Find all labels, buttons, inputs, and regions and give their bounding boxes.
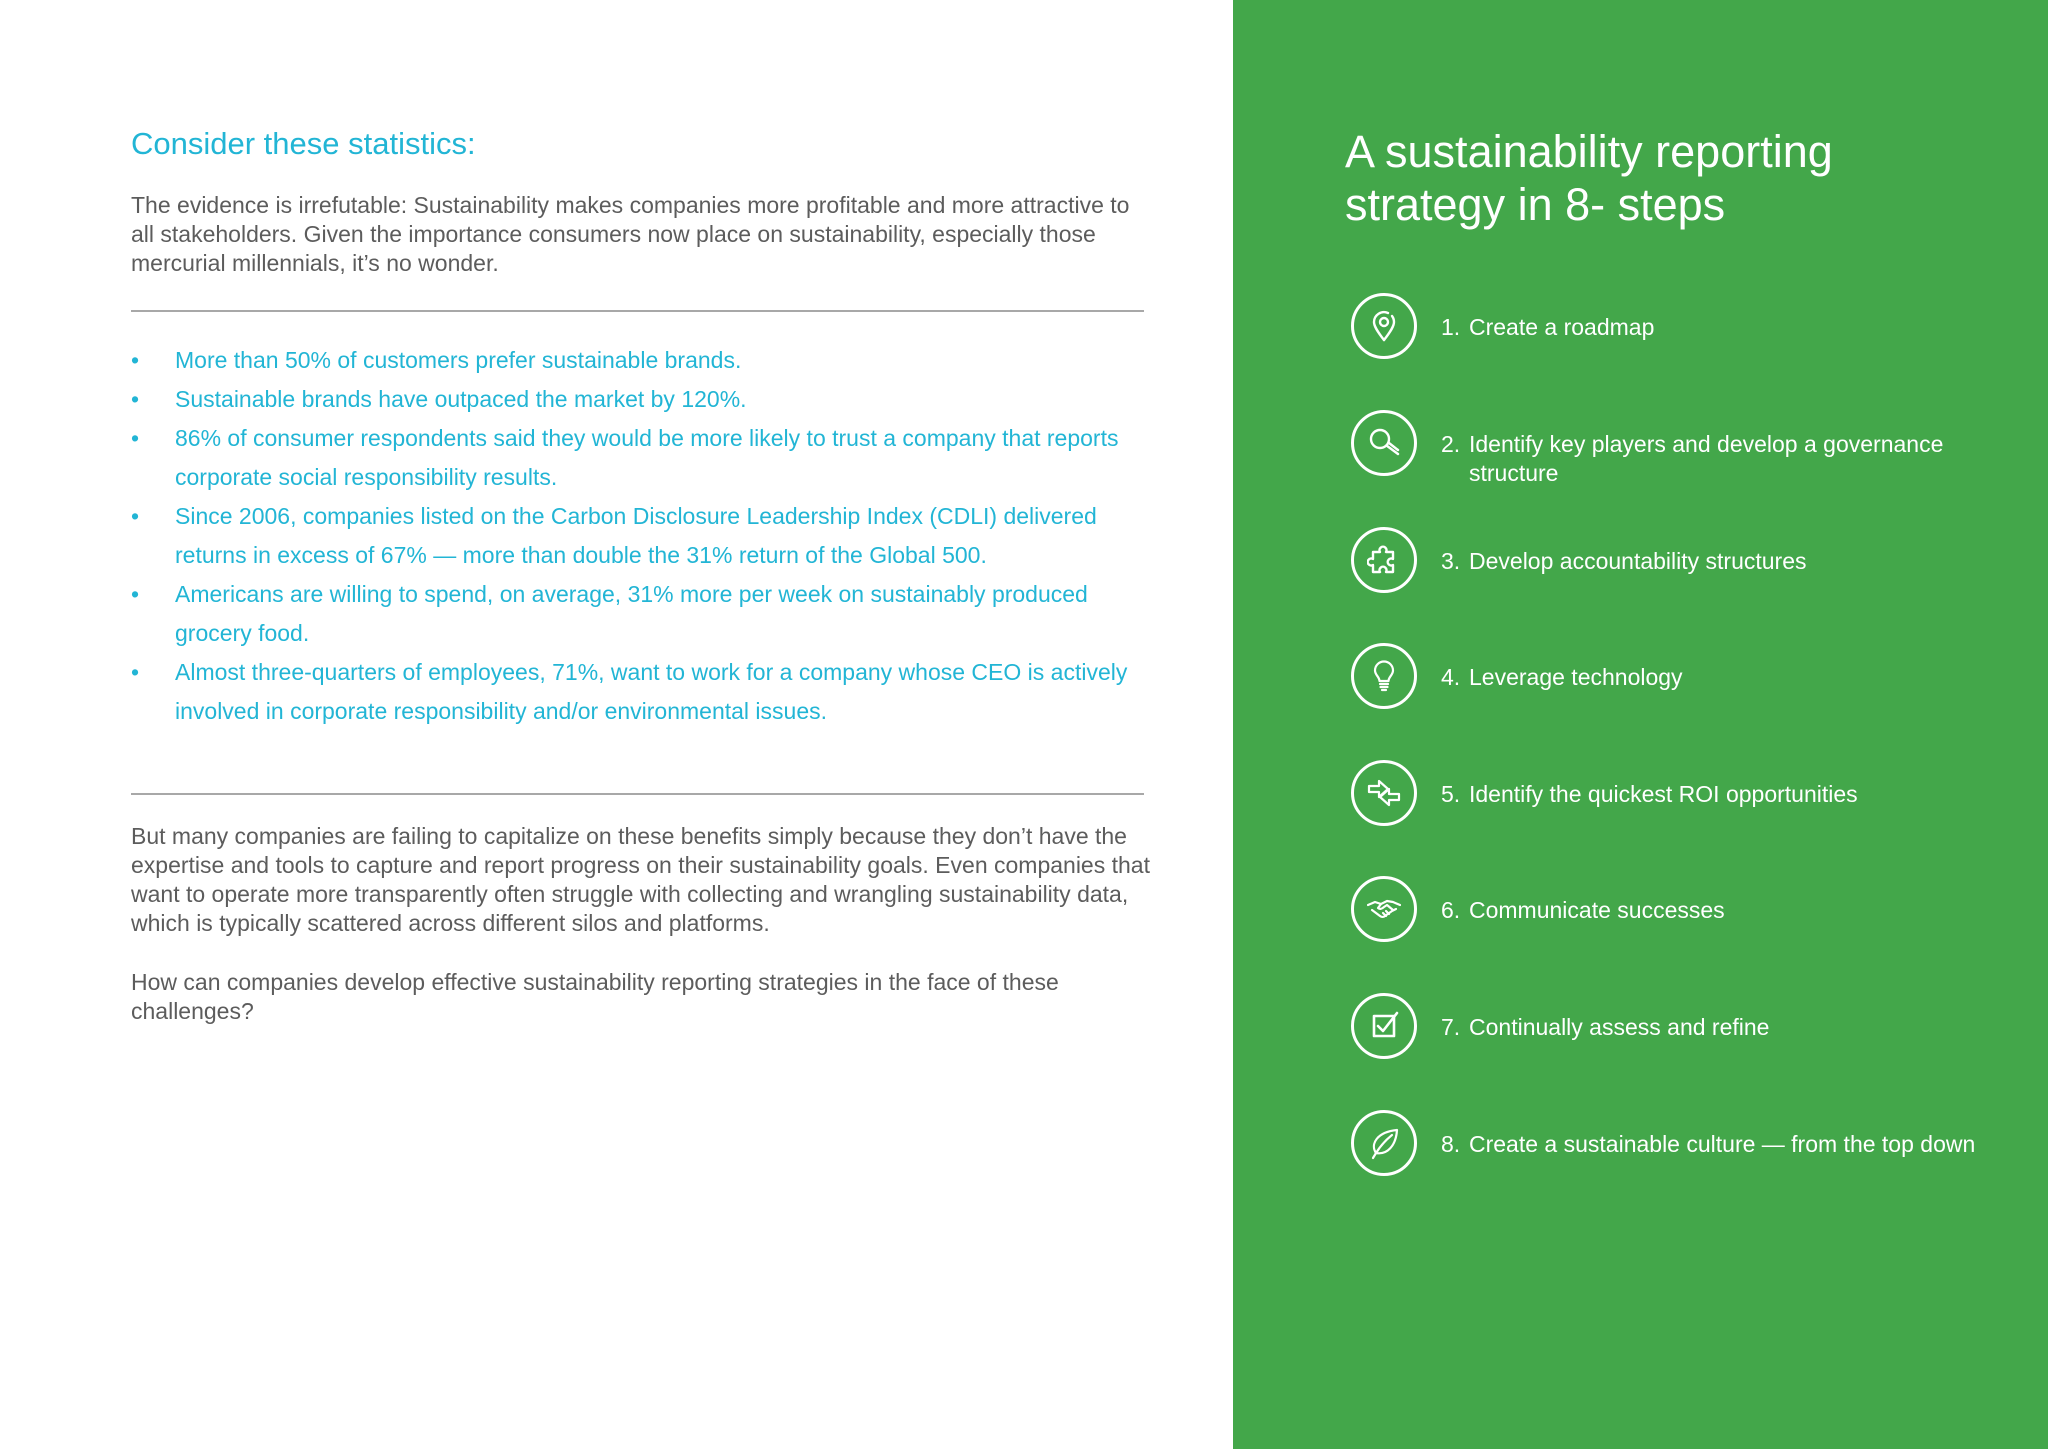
step-icon-circle xyxy=(1351,293,1417,359)
step-icon-circle xyxy=(1351,643,1417,709)
step-label: Create a roadmap xyxy=(1469,314,1655,340)
statistic-item xyxy=(131,380,1151,419)
step-label: Develop accountability structures xyxy=(1469,548,1807,574)
step-number: 1. xyxy=(1441,314,1461,340)
bullet: • xyxy=(131,503,140,529)
statistic-text: Almost three-quarters of employees, 71%, want to work for a company whose CEO is actively involved in corporate responsibility and/or environmental issues. xyxy=(175,659,1128,724)
step-icon-circle xyxy=(1351,527,1417,593)
challenge-paragraph: But many companies are failing to capitalize on these benefits simply because they don’t have the expertise and tools to capture and report progress on their sustainability goals. Even companies that want to operate more transparently often struggle with collecting and wrangling sustainability data, which is typically scattered across different silos and platforms. xyxy=(131,823,1150,936)
bottom-divider xyxy=(131,793,1144,795)
statistic-item xyxy=(131,575,1151,653)
statistic-item xyxy=(131,419,1151,497)
map-pin-icon xyxy=(1367,309,1401,343)
statistic-text: More than 50% of customers prefer sustainable brands. xyxy=(175,347,742,373)
step-3 xyxy=(1351,527,2011,599)
exchange-arrows-icon xyxy=(1367,776,1401,810)
lightbulb-icon xyxy=(1367,659,1401,693)
statistic-item xyxy=(131,497,1151,575)
step-label: Create a sustainable culture — from the top down xyxy=(1469,1131,1976,1157)
step-number: 8. xyxy=(1441,1131,1461,1157)
top-divider xyxy=(131,310,1144,312)
step-1 xyxy=(1351,293,2011,365)
step-8 xyxy=(1351,1110,2011,1182)
leaf-icon xyxy=(1367,1126,1401,1160)
bullet: • xyxy=(131,347,140,373)
bullet: • xyxy=(131,386,140,412)
step-icon-circle xyxy=(1351,760,1417,826)
step-label: Identify key players and develop a governance structure xyxy=(1469,431,1944,486)
step-7 xyxy=(1351,993,2011,1065)
magnifier-icon xyxy=(1367,426,1401,460)
step-icon-circle xyxy=(1351,1110,1417,1176)
step-4 xyxy=(1351,643,2011,715)
step-2 xyxy=(1351,410,2011,486)
step-number: 4. xyxy=(1441,664,1461,690)
intro-paragraph: The evidence is irrefutable: Sustainability makes companies more profitable and more attractive to all stakeholders. Given the importance consumers now place on sustainability, especially those mercurial millennials, it’s no wonder. xyxy=(131,192,1130,276)
checkbox-icon xyxy=(1367,1009,1401,1043)
step-number: 7. xyxy=(1441,1014,1461,1040)
statistics-heading: Consider these statistics: xyxy=(131,126,476,161)
step-label: Communicate successes xyxy=(1469,897,1725,923)
statistic-text: Since 2006, companies listed on the Carbon Disclosure Leadership Index (CDLI) delivered returns in excess of 67% — more than double the 31% return of the Global 500. xyxy=(175,503,1097,568)
step-number: 6. xyxy=(1441,897,1461,923)
question-paragraph: How can companies develop effective sustainability reporting strategies in the face of these challenges? xyxy=(131,969,1059,1024)
step-number: 2. xyxy=(1441,431,1461,457)
statistic-item xyxy=(131,341,1151,380)
bullet: • xyxy=(131,425,140,451)
steps-title: A sustainability reporting strategy in 8- steps xyxy=(1345,126,1833,230)
step-label: Leverage technology xyxy=(1469,664,1683,690)
bullet: • xyxy=(131,659,140,685)
step-icon-circle xyxy=(1351,876,1417,942)
statistic-text: Sustainable brands have outpaced the market by 120%. xyxy=(175,386,747,412)
handshake-icon xyxy=(1367,892,1401,926)
statistics-list xyxy=(131,341,1151,731)
statistic-text: Americans are willing to spend, on average, 31% more per week on sustainably produced grocery food. xyxy=(175,581,1088,646)
statistic-item xyxy=(131,653,1151,731)
step-label: Continually assess and refine xyxy=(1469,1014,1770,1040)
step-number: 5. xyxy=(1441,781,1461,807)
statistic-text: 86% of consumer respondents said they would be more likely to trust a company that reports corporate social responsibility results. xyxy=(175,425,1119,490)
puzzle-piece-icon xyxy=(1367,543,1401,577)
step-icon-circle xyxy=(1351,410,1417,476)
step-5 xyxy=(1351,760,2011,832)
step-label: Identify the quickest ROI opportunities xyxy=(1469,781,1858,807)
bullet: • xyxy=(131,581,140,607)
step-number: 3. xyxy=(1441,548,1461,574)
step-icon-circle xyxy=(1351,993,1417,1059)
step-6 xyxy=(1351,876,2011,948)
